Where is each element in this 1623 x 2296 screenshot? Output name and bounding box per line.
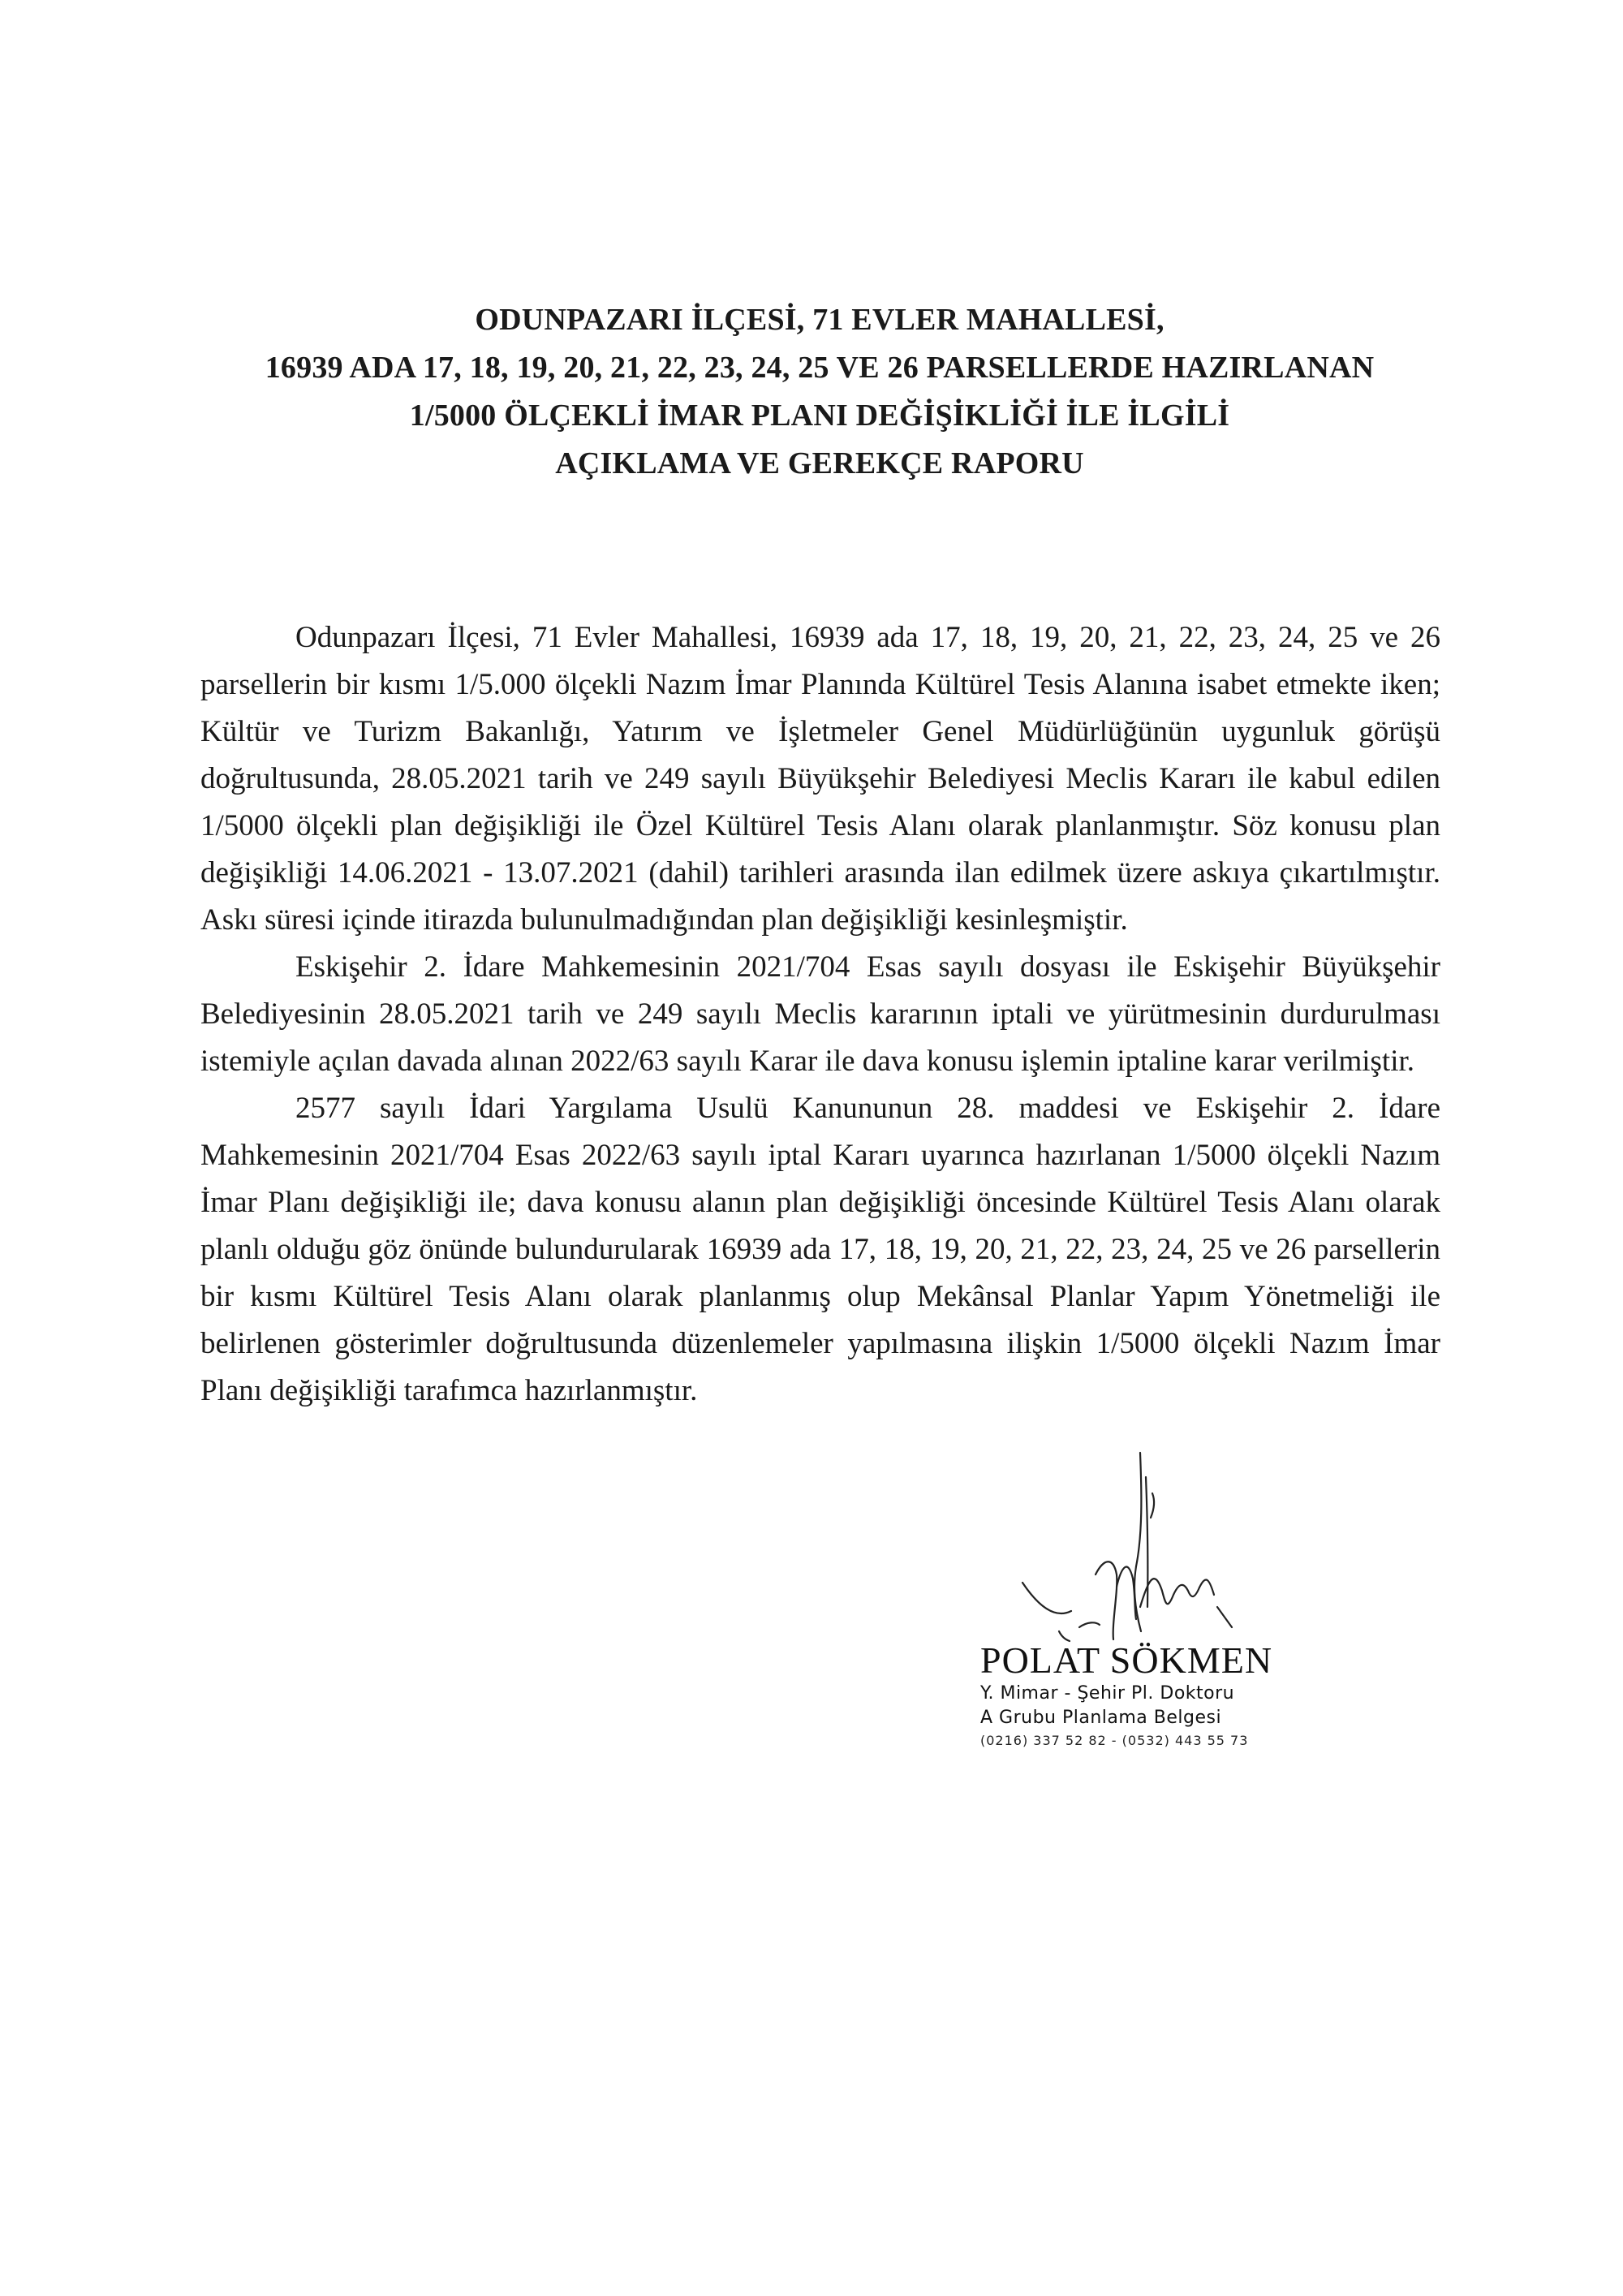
- stamp-name: POLAT SÖKMEN: [980, 1639, 1273, 1681]
- report-body: [200, 614, 1440, 1415]
- title-line-4: AÇIKLAMA VE GEREKÇE RAPORU: [555, 446, 1084, 480]
- title-line-3: 1/5000 ÖLÇEKLİ İMAR PLANI DEĞİŞİKLİĞİ İLE İLGİLİ: [409, 398, 1230, 433]
- stamp-phones: (0216) 337 52 82 - (0532) 443 55 73: [980, 1733, 1249, 1748]
- signature-stamp: [980, 1639, 1305, 1751]
- title-line-1: ODUNPAZARI İLÇESİ, 71 EVLER MAHALLESİ,: [475, 303, 1165, 337]
- paragraph-2: Eskişehir 2. İdare Mahkemesinin 2021/704 Esas sayılı dosyası ile Eskişehir Büyükşehir Belediyesinin 28.05.2021 tarih ve 249 sayılı Meclis kararının iptali ve yürütmesinin durdurulması istemiyle açılan davada alınan 2022/63 sayılı Karar ile dava konusu işlemin iptaline karar verilmiştir.: [200, 950, 1440, 1078]
- paragraph-3: 2577 sayılı İdari Yargılama Usulü Kanununun 28. maddesi ve Eskişehir 2. İdare Mahkemesinin 2021/704 Esas 2022/63 sayılı iptal Kararı uyarınca hazırlanan 1/5000 ölçekli Nazım İmar Planı değişikliği ile; dava konusu alanın plan değişikliği öncesinde Kültürel Tesis Alanı olarak planlı olduğu göz önünde bulundurularak 16939 ada 17, 18, 19, 20, 21, 22, 23, 24, 25 ve 26 parsellerin bir kısmı Kültürel Tesis Alanı olarak planlanmış olup Mekânsal Planlar Yapım Yönetmeliği ile belirlenen gösterimler doğrultusunda düzenlemeler yapılmasına ilişkin 1/5000 ölçekli Nazım İmar Planı değişikliği tarafımca hazırlanmıştır.: [200, 1092, 1440, 1407]
- title-line-2: 16939 ADA 17, 18, 19, 20, 21, 22, 23, 24, 25 VE 26 PARSELLERDE HAZIRLANAN: [265, 351, 1375, 385]
- stamp-title: Y. Mimar - Şehir Pl. Doktoru: [980, 1683, 1235, 1704]
- report-title: [203, 296, 1436, 488]
- handwritten-signature: [974, 1445, 1315, 1664]
- stamp-certificate: A Grubu Planlama Belgesi: [980, 1708, 1222, 1728]
- paragraph-1: Odunpazarı İlçesi, 71 Evler Mahallesi, 16939 ada 17, 18, 19, 20, 21, 22, 23, 24, 25 ve 26 parsellerin bir kısmı 1/5.000 ölçekli Nazım İmar Planında Kültürel Tesis Alanına isabet etmekte iken; Kültür ve Turizm Bakanlığı, Yatırım ve İşletmeler Genel Müdürlüğünün uygunluk görüşü doğrultusunda, 28.05.2021 tarih ve 249 sayılı Büyükşehir Belediyesi Meclis Kararı ile kabul edilen 1/5000 ölçekli plan değişikliği ile Özel Kültürel Tesis Alanı olarak planlanmıştır. Söz konusu plan değişikliği 14.06.2021 - 13.07.2021 (dahil) tarihleri arasında ilan edilmek üzere askıya çıkartılmıştır. Askı süresi içinde itirazda bulunulmadığından plan değişikliği kesinleşmiştir.: [200, 621, 1440, 937]
